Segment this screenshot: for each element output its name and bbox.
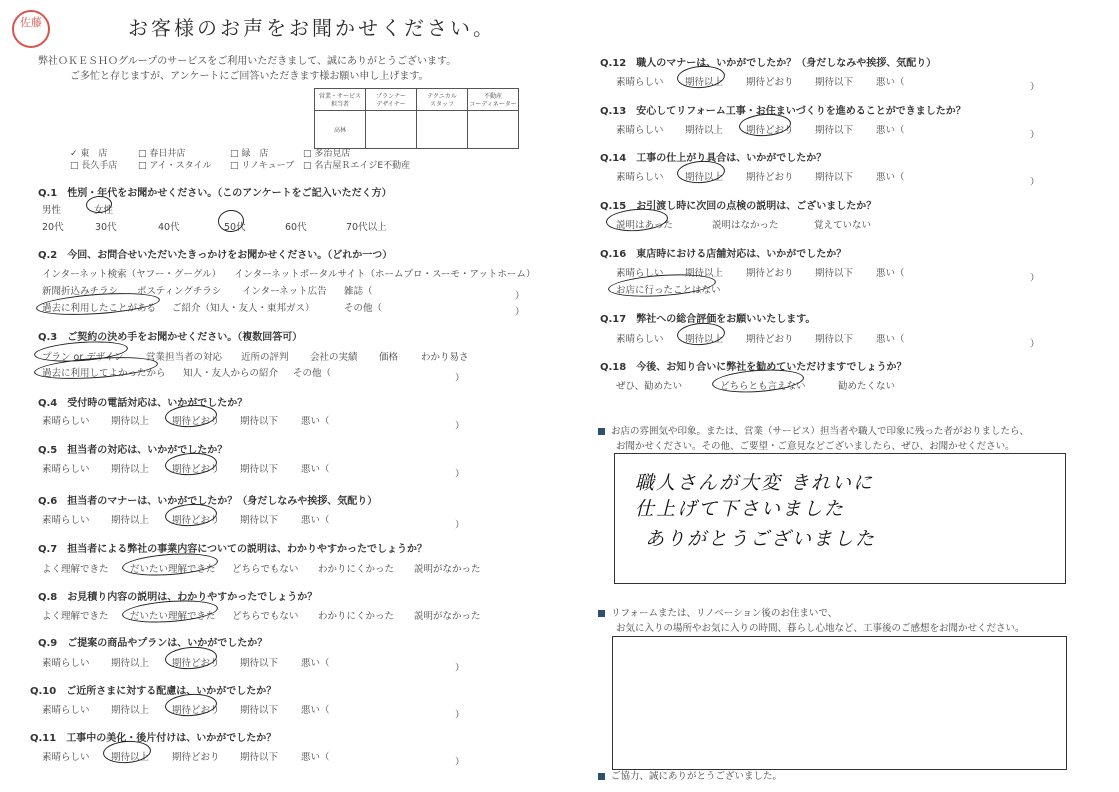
q6-opt-excellent[interactable]: 素晴らしい (42, 515, 90, 526)
comment1-hand-line3: ありがとうございました (645, 528, 877, 550)
q12-opt-bad[interactable]: 悪い（ (876, 77, 905, 88)
comment1-textarea[interactable] (614, 453, 1066, 584)
q11-opt-bad[interactable]: 悪い（ (301, 752, 330, 763)
q6-opt-above[interactable]: 期待以上 (111, 515, 150, 526)
q10-opt-as-expected[interactable]: 期待どおり (172, 705, 220, 716)
q6-bad-close: ） (455, 520, 465, 531)
q14-opt-above[interactable]: 期待以上 (685, 172, 724, 183)
q2-opt-search[interactable]: インターネット検索（ヤフー・グーグル） (42, 269, 222, 280)
q12-title: Q.12 職人のマナーは、いかがでしたか？（身だしなみや挨拶、気配り） (600, 58, 937, 69)
q4-opt-below[interactable]: 期待以下 (240, 416, 279, 427)
q2-opt-other[interactable]: その他（ (344, 303, 383, 314)
q1-title: Q.1 性別・年代をお聞かせください。（このアンケートをご記入いただく方） (38, 188, 392, 199)
q8-opt-neither[interactable]: どちらでもない (232, 611, 299, 622)
intro-line-2: ご多忙と存じますが、アンケートにご回答いただきます様お願い申し上げます。 (70, 71, 429, 82)
q15-title: Q.15 お引渡し時に次回の点検の説明は、ございましたか？ (600, 201, 877, 212)
q5-opt-bad[interactable]: 悪い（ (301, 464, 330, 475)
q8-opt-understood[interactable]: よく理解できた (42, 611, 109, 622)
q17-title: Q.17 弊社への総合評価をお願いいたします。 (600, 314, 816, 325)
q17-opt-below[interactable]: 期待以下 (815, 334, 854, 345)
staff-technical-cell[interactable] (417, 111, 468, 149)
q2-magazine-close: ） (515, 291, 525, 302)
q3-opt-past-good[interactable]: 過去に利用してよかったから (42, 368, 166, 379)
q4-opt-excellent[interactable]: 素晴らしい (42, 416, 90, 427)
q8-opt-unclear[interactable]: わかりにくかった (318, 611, 395, 622)
q2-opt-newspaper[interactable]: 新聞折込みチラシ (42, 286, 119, 297)
q9-opt-as-expected[interactable]: 期待どおり (172, 658, 220, 669)
q7-opt-none[interactable]: 説明がなかった (414, 564, 481, 575)
q5-opt-excellent[interactable]: 素晴らしい (42, 464, 90, 475)
q14-title: Q.14 工事の仕上がり具合は、いかがでしたか？ (600, 153, 827, 164)
q3-opt-friend[interactable]: 知人・友人からの紹介 (183, 368, 279, 379)
name-stamp: 佐藤 (12, 10, 50, 48)
store-checkbox-higashi[interactable]: ✓ 東 店 (70, 149, 108, 159)
q12-bad-close: ） (1030, 82, 1040, 93)
q12-opt-as-expected[interactable]: 期待どおり (746, 77, 794, 88)
q1-age-50[interactable]: 50代 (224, 222, 246, 233)
q13-bad-close: ） (1030, 130, 1040, 141)
comment1-note-line2: お聞かせください。その他、ご要望・ご意見などございましたら、ぜひ、お聞かせください。 (616, 441, 1015, 452)
q10-opt-excellent[interactable]: 素晴らしい (42, 705, 90, 716)
q13-opt-excellent[interactable]: 素晴らしい (616, 125, 664, 136)
q6-opt-bad[interactable]: 悪い（ (301, 515, 330, 526)
comment2-note-line1: リフォームまたは、リノベーション後のお住まいで、 (598, 605, 837, 619)
q3-opt-other[interactable]: その他（ (293, 368, 332, 379)
thanks-line: ご協力、誠にありがとうございました。 (598, 768, 782, 782)
q9-bad-close: ） (455, 663, 465, 674)
bullet-square-icon (598, 773, 605, 780)
q6-opt-as-expected[interactable]: 期待どおり (172, 515, 220, 526)
q7-opt-mostly[interactable]: だいたい理解できた (130, 564, 216, 575)
q2-opt-posting[interactable]: ポスティングチラシ (137, 286, 222, 297)
q14-opt-excellent[interactable]: 素晴らしい (616, 172, 664, 183)
q16-opt-below[interactable]: 期待以下 (815, 268, 854, 279)
q4-opt-bad[interactable]: 悪い（ (301, 416, 330, 427)
q18-title: Q.18 今後、お知り合いに弊社を勧めていただけますでしょうか？ (600, 362, 907, 373)
q18-opt-neither[interactable]: どちらとも言えない (720, 381, 806, 392)
q4-opt-above[interactable]: 期待以上 (111, 416, 150, 427)
q15-opt-not-explained[interactable]: 説明はなかった (712, 220, 779, 231)
q3-opt-price[interactable]: 価格 (379, 352, 399, 363)
q9-opt-bad[interactable]: 悪い（ (301, 658, 330, 669)
q2-opt-web-ad[interactable]: インターネット広告 (242, 286, 327, 297)
q10-opt-below[interactable]: 期待以下 (240, 705, 279, 716)
q16-title: Q.16 東店時における店舗対応は、いかがでしたか？ (600, 249, 847, 260)
q9-opt-above[interactable]: 期待以上 (111, 658, 150, 669)
q13-title: Q.13 安心してリフォーム工事・お住まいづくりを進めることができましたか？ (600, 106, 966, 117)
q5-opt-as-expected[interactable]: 期待どおり (172, 464, 220, 475)
q3-other-close: ） (455, 373, 465, 384)
q14-opt-bad[interactable]: 悪い（ (876, 172, 905, 183)
q13-opt-above[interactable]: 期待以上 (685, 125, 724, 136)
comment1-hand-line1: 職人さんが大変 きれいに (635, 472, 875, 494)
staff-header-planner: プランナー デザイナー (366, 89, 417, 111)
q1-age-60[interactable]: 60代 (285, 222, 307, 233)
staff-table (314, 88, 519, 149)
q9-opt-excellent[interactable]: 素晴らしい (42, 658, 90, 669)
store-checkbox-midori[interactable]: □ 緑 店 (230, 149, 269, 159)
q13-opt-as-expected[interactable]: 期待どおり (746, 125, 794, 136)
q11-opt-as-expected[interactable]: 期待どおり (172, 752, 220, 763)
staff-header-sales: 営業・サービス 担当者 (315, 89, 366, 111)
q8-opt-none[interactable]: 説明がなかった (414, 611, 481, 622)
q18-opt-not-recommend[interactable]: 勧めたくない (838, 381, 896, 392)
q16-opt-above[interactable]: 期待以上 (685, 268, 724, 279)
q3-opt-clarity[interactable]: わかり易さ (421, 352, 469, 363)
store-checkbox-nagakute[interactable]: □ 長久手店 (70, 161, 118, 171)
q12-opt-below[interactable]: 期待以下 (815, 77, 854, 88)
staff-header-realestate: 不動産 コーディネーター (468, 89, 519, 111)
q18-opt-recommend[interactable]: ぜひ、勧めたい (616, 381, 683, 392)
q16-bad-close: ） (1030, 273, 1040, 284)
q12-opt-excellent[interactable]: 素晴らしい (616, 77, 664, 88)
q2-opt-magazine[interactable]: 雑誌（ (344, 286, 373, 297)
q14-opt-below[interactable]: 期待以下 (815, 172, 854, 183)
q5-bad-close: ） (455, 469, 465, 480)
q1-gender-value[interactable]: 女性 (94, 205, 114, 216)
q4-bad-close: ） (455, 421, 465, 432)
bullet-square-icon (598, 428, 605, 435)
q1-age-40[interactable]: 40代 (158, 222, 180, 233)
q10-opt-above[interactable]: 期待以上 (111, 705, 150, 716)
q16-opt-as-expected[interactable]: 期待どおり (746, 268, 794, 279)
staff-header-technical: テクニカル スタッフ (417, 89, 468, 111)
q15-opt-dont-remember[interactable]: 覚えていない (814, 220, 872, 231)
q8-title: Q.8 お見積り内容の説明は、わかりやすかったでしょうか？ (38, 592, 318, 603)
q2-opt-past-use[interactable]: 過去に利用したことがある (42, 303, 157, 314)
q11-opt-above[interactable]: 期待以上 (111, 752, 150, 763)
q7-opt-unclear[interactable]: わかりにくかった (318, 564, 395, 575)
staff-sales-name[interactable]: 高林 (315, 111, 366, 149)
intro-line-1: 弊社ＯＫＥＳＨＯグループのサービスをご利用いただきまして、誠にありがとうございます。 (38, 56, 457, 67)
q3-opt-sales[interactable]: 営業担当者の対応 (146, 352, 223, 363)
q9-title: Q.9 ご提案の商品やプランは、いかがでしたか？ (38, 638, 268, 649)
q4-opt-as-expected[interactable]: 期待どおり (172, 416, 220, 427)
q17-bad-close: ） (1030, 339, 1040, 350)
store-checkbox-istyle[interactable]: □ アイ・スタイル (138, 161, 212, 171)
q2-title: Q.2 今回、お問合せいただいたきっかけをお聞かせください。（どれか一つ） (38, 250, 393, 261)
q11-bad-close: ） (455, 757, 465, 768)
comment1-note-line1: お店の雰囲気や印象。または、営業（サービス）担当者や職人で印象に残った者がおりましたら、 (598, 423, 1029, 437)
q1-gender-label: 男性 (42, 205, 62, 216)
q3-title: Q.3 ご契約の決め手をお聞かせください。（複数回答可） (38, 332, 303, 343)
q11-opt-below[interactable]: 期待以下 (240, 752, 279, 763)
q5-opt-above[interactable]: 期待以上 (111, 464, 150, 475)
bullet-square-icon (598, 610, 605, 617)
q1-age-30[interactable]: 30代 (95, 222, 117, 233)
q16-opt-never-visited[interactable]: お店に行ったことはない (616, 285, 721, 296)
q17-opt-above[interactable]: 期待以上 (685, 334, 724, 345)
q6-title: Q.6 担当者のマナーは、いかがでしたか？（身だしなみや挨拶、気配り） (38, 496, 378, 507)
q3-opt-track-record[interactable]: 会社の実績 (310, 352, 358, 363)
q6-opt-below[interactable]: 期待以下 (240, 515, 279, 526)
q16-opt-excellent[interactable]: 素晴らしい (616, 268, 664, 279)
staff-planner-cell[interactable] (366, 111, 417, 149)
store-checkbox-renocube[interactable]: □ リノキューブ (230, 161, 295, 171)
q3-opt-reputation[interactable]: 近所の評判 (241, 352, 289, 363)
q7-title: Q.7 担当者による弊社の事業内容についての説明は、わかりやすかったでしょうか？ (38, 544, 428, 555)
comment1-hand-line2: 仕上げて下さいました (635, 498, 846, 520)
q11-opt-excellent[interactable]: 素晴らしい (42, 752, 90, 763)
q3-opt-plan[interactable]: プラン or デザイン (42, 352, 124, 363)
store-checkbox-nagoya-r-age[interactable]: □ 名古屋ＲエイジΕ不動産 (303, 161, 411, 171)
q14-opt-as-expected[interactable]: 期待どおり (746, 172, 794, 183)
q4-title: Q.4 受付時の電話対応は、いかがでしたか？ (38, 398, 248, 409)
q13-opt-below[interactable]: 期待以下 (815, 125, 854, 136)
q10-opt-bad[interactable]: 悪い（ (301, 705, 330, 716)
q2-opt-referral[interactable]: ご紹介（知人・友人・東邦ガス） (172, 303, 315, 314)
comment2-textarea[interactable] (612, 636, 1067, 770)
q12-opt-above[interactable]: 期待以上 (685, 77, 724, 88)
q1-age-70[interactable]: 70代以上 (346, 222, 387, 233)
q15-opt-explained[interactable]: 説明はあった (616, 220, 673, 231)
q8-opt-mostly[interactable]: だいたい理解できた (130, 611, 216, 622)
q10-bad-close: ） (455, 710, 465, 721)
q9-opt-below[interactable]: 期待以下 (240, 658, 279, 669)
q7-opt-understood[interactable]: よく理解できた (42, 564, 109, 575)
store-checkbox-tajimi[interactable]: □ 多治見店 (303, 149, 351, 159)
q1-age-20[interactable]: 20代 (42, 222, 64, 233)
q5-opt-below[interactable]: 期待以下 (240, 464, 279, 475)
q7-opt-neither[interactable]: どちらでもない (232, 564, 299, 575)
q16-opt-bad[interactable]: 悪い（ (876, 268, 905, 279)
q17-opt-as-expected[interactable]: 期待どおり (746, 334, 794, 345)
staff-realestate-cell[interactable] (468, 111, 519, 149)
q10-title: Q.10 ご近所さまに対する配慮は、いかがでしたか？ (30, 686, 277, 697)
q17-opt-bad[interactable]: 悪い（ (876, 334, 905, 345)
q5-title: Q.5 担当者の対応は、いかがでしたか？ (38, 445, 228, 456)
store-checkbox-kasugai[interactable]: □ 春日井店 (138, 149, 186, 159)
q2-other-close: ） (515, 307, 525, 318)
page-title: お客様のお声をお聞かせください。 (128, 16, 496, 40)
q13-opt-bad[interactable]: 悪い（ (876, 125, 905, 136)
q2-opt-portal[interactable]: インターネットポータルサイト（ホームプロ・スーモ・アットホーム） (234, 269, 536, 280)
q11-title: Q.11 工事中の美化・後片付けは、いかがでしたか？ (30, 733, 277, 744)
q17-opt-excellent[interactable]: 素晴らしい (616, 334, 664, 345)
q14-bad-close: ） (1030, 177, 1040, 188)
comment2-note-line2: お気に入りの場所やお気に入りの時間、暮らし心地など、工事後のご感想をお聞かせください。 (616, 623, 1025, 634)
